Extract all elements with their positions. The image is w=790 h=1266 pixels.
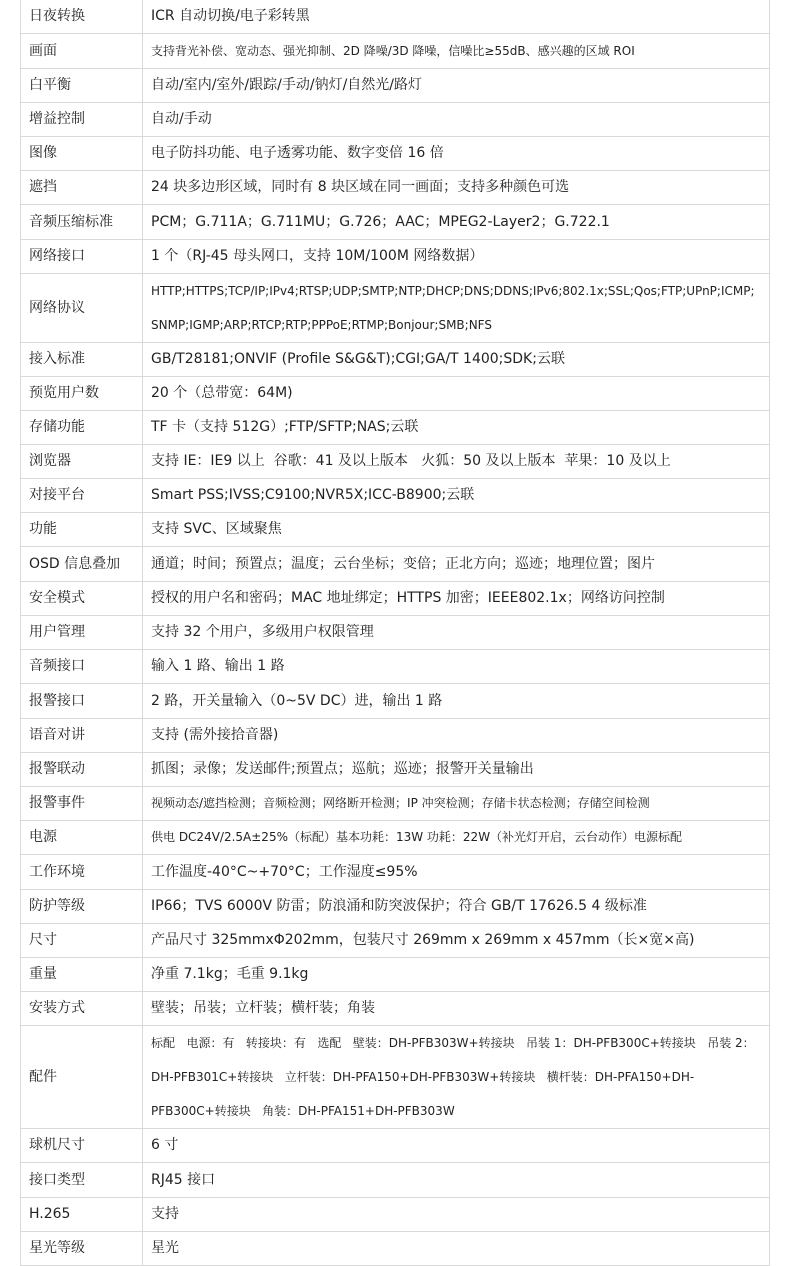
spec-row-storage	[21, 410, 770, 444]
spec-value: IP66；TVS 6000V 防雷；防浪涌和防突波保护；符合 GB/T 17626.5 4 级标准	[143, 889, 770, 923]
spec-value: Smart PSS;IVSS;C9100;NVR5X;ICC-B8900;云联	[143, 478, 770, 512]
spec-label: 安装方式	[21, 991, 143, 1025]
spec-label: 功能	[21, 512, 143, 546]
spec-row-interface-type	[21, 1162, 770, 1197]
spec-label: 增益控制	[21, 102, 143, 136]
spec-value: 支持	[143, 1197, 770, 1231]
spec-row-picture	[21, 33, 770, 68]
spec-row-starlight	[21, 1231, 770, 1265]
spec-label: 画面	[21, 33, 143, 68]
spec-label: 浏览器	[21, 444, 143, 478]
spec-label: H.265	[21, 1197, 143, 1231]
spec-value: TF 卡（支持 512G）;FTP/SFTP;NAS;云联	[143, 410, 770, 444]
spec-label: 预览用户数	[21, 376, 143, 410]
spec-value: GB/T28181;ONVIF (Profile S&G&T);CGI;GA/T 1400;SDK;云联	[143, 342, 770, 376]
spec-value: RJ45 接口	[143, 1162, 770, 1197]
spec-value: 壁装；吊装；立杆装；横杆装；角装	[143, 991, 770, 1025]
spec-label: 防护等级	[21, 889, 143, 923]
spec-label: 日夜转换	[21, 0, 143, 33]
spec-row-security	[21, 581, 770, 615]
spec-row-dimensions	[21, 923, 770, 957]
spec-label: 用户管理	[21, 615, 143, 649]
spec-label: 电源	[21, 820, 143, 854]
spec-value: 供电 DC24V/2.5A±25%（标配）基本功耗：13W 功耗：22W（补光灯开启，云台动作）电源标配	[143, 820, 770, 854]
spec-value: 支持 32 个用户，多级用户权限管理	[143, 615, 770, 649]
spec-row-privacy-mask	[21, 170, 770, 204]
spec-row-network-protocol	[21, 273, 770, 342]
spec-label: 报警事件	[21, 786, 143, 820]
spec-row-h265	[21, 1197, 770, 1231]
spec-value: 星光	[143, 1231, 770, 1265]
spec-label: 报警接口	[21, 683, 143, 718]
spec-row-weight	[21, 957, 770, 991]
spec-value: 1 个（RJ-45 母头网口，支持 10M/100M 网络数据）	[143, 239, 770, 273]
spec-value: 自动/手动	[143, 102, 770, 136]
spec-value: 视频动态/遮挡检测；音频检测；网络断开检测；IP 冲突检测；存储卡状态检测；存储空间检测	[143, 786, 770, 820]
spec-row-accessories	[21, 1025, 770, 1128]
spec-label: 球机尺寸	[21, 1128, 143, 1162]
spec-value: 标配 电源：有 转接块：有 选配 壁装：DH-PFB303W+转接块 吊装 1：DH-PFB300C+转接块 吊装 2：DH-PFB301C+转接块 立杆装：DH-PFA150+DH-PFB303W+转接块 横杆装：DH-PFA150+DH-PFB300C+转接块 角装：DH-PFA151+DH-PFB303W	[143, 1025, 770, 1128]
spec-label: 网络协议	[21, 273, 143, 342]
spec-row-alarm-event	[21, 786, 770, 820]
spec-row-network-interface	[21, 239, 770, 273]
spec-row-browser	[21, 444, 770, 478]
spec-label: 图像	[21, 136, 143, 170]
spec-label: 对接平台	[21, 478, 143, 512]
spec-row-environment	[21, 854, 770, 889]
spec-row-day-night	[21, 0, 770, 33]
spec-row-platform	[21, 478, 770, 512]
spec-label: 存储功能	[21, 410, 143, 444]
spec-row-white-balance	[21, 68, 770, 102]
spec-value: 工作温度-40°C~+70°C；工作湿度≤95%	[143, 854, 770, 889]
spec-label: OSD 信息叠加	[21, 546, 143, 581]
spec-value: 支持 (需外接拾音器)	[143, 718, 770, 752]
spec-value: 输入 1 路、输出 1 路	[143, 649, 770, 683]
spec-row-function	[21, 512, 770, 546]
spec-value: PCM；G.711A；G.711MU；G.726；AAC；MPEG2-Layer2；G.722.1	[143, 204, 770, 239]
spec-label: 白平衡	[21, 68, 143, 102]
spec-row-audio-compression	[21, 204, 770, 239]
spec-label: 接入标准	[21, 342, 143, 376]
spec-row-protection	[21, 889, 770, 923]
spec-value: 抓图；录像；发送邮件;预置点；巡航；巡迹；报警开关量输出	[143, 752, 770, 786]
spec-row-user-management	[21, 615, 770, 649]
spec-label: 工作环境	[21, 854, 143, 889]
spec-row-alarm-linkage	[21, 752, 770, 786]
spec-row-osd	[21, 546, 770, 581]
spec-value: HTTP;HTTPS;TCP/IP;IPv4;RTSP;UDP;SMTP;NTP;DHCP;DNS;DDNS;IPv6;802.1x;SSL;Qos;FTP;UPnP;ICMP;SNMP;IGMP;ARP;RTCP;RTP;PPPoE;RTMP;Bonjour;SMB;NFS	[143, 273, 770, 342]
spec-value: 电子防抖功能、电子透雾功能、数字变倍 16 倍	[143, 136, 770, 170]
spec-label: 尺寸	[21, 923, 143, 957]
spec-value: 支持背光补偿、宽动态、强光抑制、2D 降噪/3D 降噪，信噪比≥55dB、感兴趣的区域 ROI	[143, 33, 770, 68]
spec-value: 净重 7.1kg；毛重 9.1kg	[143, 957, 770, 991]
spec-label: 接口类型	[21, 1162, 143, 1197]
spec-label: 遮挡	[21, 170, 143, 204]
spec-row-alarm-interface	[21, 683, 770, 718]
spec-value: 自动/室内/室外/跟踪/手动/钠灯/自然光/路灯	[143, 68, 770, 102]
spec-label: 重量	[21, 957, 143, 991]
spec-row-access-standard	[21, 342, 770, 376]
spec-label: 配件	[21, 1025, 143, 1128]
spec-label: 报警联动	[21, 752, 143, 786]
spec-table	[20, 0, 770, 1266]
spec-value: 6 寸	[143, 1128, 770, 1162]
spec-label: 音频接口	[21, 649, 143, 683]
spec-value: 支持 IE：IE9 以上 谷歌：41 及以上版本 火狐：50 及以上版本 苹果：10 及以上	[143, 444, 770, 478]
spec-value: 20 个（总带宽：64M)	[143, 376, 770, 410]
spec-label: 语音对讲	[21, 718, 143, 752]
spec-value: 通道；时间；预置点；温度；云台坐标；变倍；正北方向；巡迹；地理位置；图片	[143, 546, 770, 581]
spec-label: 音频压缩标准	[21, 204, 143, 239]
spec-value: 产品尺寸 325mmxΦ202mm，包装尺寸 269mm x 269mm x 457mm（长×宽×高)	[143, 923, 770, 957]
spec-value: 2 路，开关量输入（0~5V DC）进，输出 1 路	[143, 683, 770, 718]
spec-value: 24 块多边形区域，同时有 8 块区域在同一画面；支持多种颜色可选	[143, 170, 770, 204]
spec-row-audio-interface	[21, 649, 770, 683]
spec-row-preview-users	[21, 376, 770, 410]
spec-value: 授权的用户名和密码；MAC 地址绑定；HTTPS 加密；IEEE802.1x；网络访问控制	[143, 581, 770, 615]
spec-value: ICR 自动切换/电子彩转黑	[143, 0, 770, 33]
spec-value: 支持 SVC、区域聚焦	[143, 512, 770, 546]
spec-row-mounting	[21, 991, 770, 1025]
spec-row-dome-size	[21, 1128, 770, 1162]
spec-row-image	[21, 136, 770, 170]
spec-row-intercom	[21, 718, 770, 752]
spec-row-power	[21, 820, 770, 854]
spec-label: 网络接口	[21, 239, 143, 273]
spec-row-gain-control	[21, 102, 770, 136]
spec-label: 星光等级	[21, 1231, 143, 1265]
spec-label: 安全模式	[21, 581, 143, 615]
